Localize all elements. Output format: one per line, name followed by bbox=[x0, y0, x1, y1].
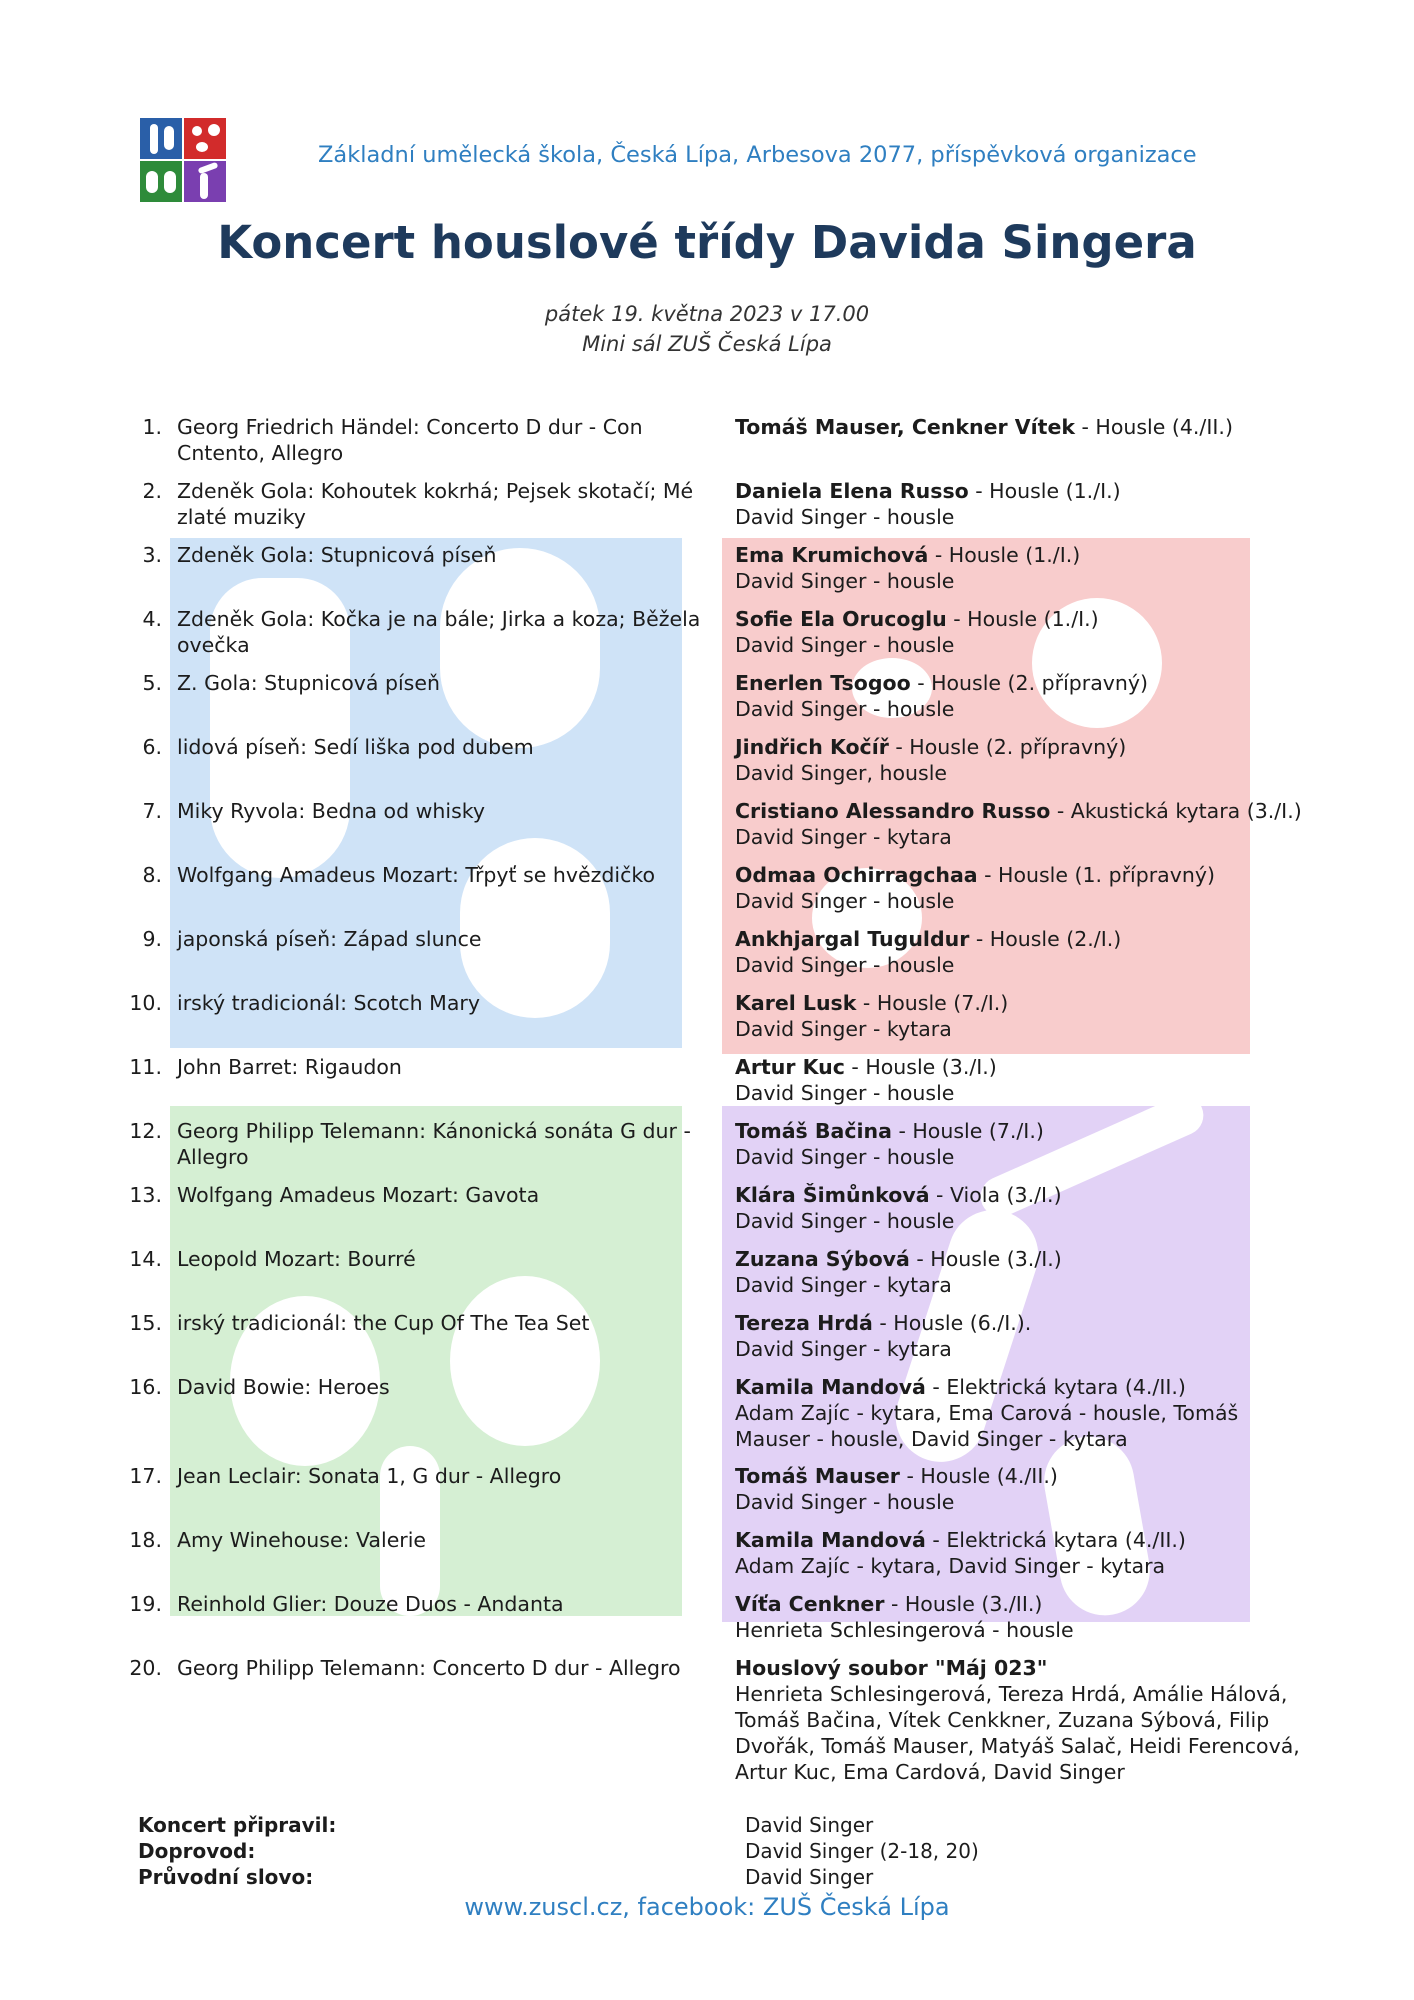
program-piece: Georg Philipp Telemann: Concerto D dur - Allegro bbox=[177, 1656, 681, 1680]
program-piece: John Barret: Rigaudon bbox=[177, 1055, 402, 1079]
performer-name: Jindřich Kočíř bbox=[735, 735, 889, 759]
program-piece: Georg Friedrich Händel: Concerto D dur - Con Cntento, Allegro bbox=[177, 415, 643, 465]
credit-value: David Singer bbox=[745, 1813, 874, 1837]
performer-line bbox=[735, 1054, 1305, 1080]
program-performers bbox=[735, 734, 1305, 786]
performer-name: Ankhjargal Tuguldur bbox=[735, 927, 970, 951]
page-title: Koncert houslové třídy Davida Singera bbox=[217, 216, 1197, 269]
program-number: 14. bbox=[129, 1247, 162, 1271]
performer-instrument: - Housle (3./II.) bbox=[884, 1592, 1043, 1616]
performer-line bbox=[735, 1182, 1305, 1208]
performer-name: Cristiano Alessandro Russo bbox=[735, 799, 1051, 823]
performer-name: Ema Krumichová bbox=[735, 543, 929, 567]
accompaniment: David Singer - kytara bbox=[735, 1017, 952, 1041]
performer-instrument: - Housle (1. přípravný) bbox=[977, 863, 1215, 887]
performer-instrument: - Housle (1./I.) bbox=[946, 607, 1099, 631]
performer-name: Karel Lusk bbox=[735, 991, 857, 1015]
performer-name: Enerlen Tsogoo bbox=[735, 671, 911, 695]
performer-line bbox=[735, 1591, 1305, 1617]
performer-line bbox=[735, 1463, 1305, 1489]
performer-instrument: - Elektrická kytara (4./II.) bbox=[925, 1528, 1186, 1552]
accompaniment: David Singer - housle bbox=[735, 1145, 955, 1169]
program-number: 6. bbox=[142, 735, 162, 759]
program-number: 20. bbox=[129, 1656, 162, 1680]
program-piece: irský tradicionál: the Cup Of The Tea Set bbox=[177, 1311, 590, 1335]
school-logo-icon bbox=[140, 118, 226, 202]
program-performers bbox=[735, 542, 1305, 594]
performer-line bbox=[735, 1246, 1305, 1272]
performer-name: Tomáš Mauser, Cenkner Vítek bbox=[735, 415, 1075, 439]
accompaniment: David Singer - housle bbox=[735, 1081, 955, 1105]
performer-name: Odmaa Ochirragchaa bbox=[735, 863, 978, 887]
program-piece: lidová píseň: Sedí liška pod dubem bbox=[177, 735, 534, 759]
program-performers bbox=[735, 1118, 1305, 1170]
program-number: 5. bbox=[142, 671, 162, 695]
program-number: 7. bbox=[142, 799, 162, 823]
program-piece: Miky Ryvola: Bedna od whisky bbox=[177, 799, 486, 823]
program-performers bbox=[735, 1246, 1305, 1298]
accompaniment: Adam Zajíc - kytara, David Singer - kytara bbox=[735, 1554, 1166, 1578]
accompaniment: Adam Zajíc - kytara, Ema Carová - housle, Tomáš Mauser - housle, David Singer - kytara bbox=[735, 1401, 1239, 1451]
performer-name: Tomáš Mauser bbox=[735, 1464, 900, 1488]
accompaniment: David Singer - housle bbox=[735, 569, 955, 593]
program-piece: Reinhold Glier: Douze Duos - Andanta bbox=[177, 1592, 564, 1616]
performer-instrument: - Housle (4./II.) bbox=[899, 1464, 1058, 1488]
program-performers bbox=[735, 1374, 1305, 1452]
program-performers bbox=[735, 478, 1305, 530]
performer-line bbox=[735, 1527, 1305, 1553]
program-number: 10. bbox=[129, 991, 162, 1015]
credit-value: David Singer bbox=[745, 1865, 874, 1889]
program-number: 2. bbox=[142, 479, 162, 503]
program-piece: David Bowie: Heroes bbox=[177, 1375, 390, 1399]
program-piece: Georg Philipp Telemann: Kánonická sonáta G dur - Allegro bbox=[177, 1119, 691, 1169]
program-performers bbox=[735, 1054, 1305, 1106]
performer-line bbox=[735, 990, 1305, 1016]
performer-instrument: - Housle (2./I.) bbox=[969, 927, 1122, 951]
concert-date: pátek 19. května 2023 v 17.00 bbox=[544, 302, 870, 326]
accompaniment: David Singer - kytara bbox=[735, 825, 952, 849]
program-number: 19. bbox=[129, 1592, 162, 1616]
performer-name: Kamila Mandová bbox=[735, 1375, 926, 1399]
program-performers bbox=[735, 990, 1305, 1042]
performer-line bbox=[735, 862, 1305, 888]
performer-instrument: - Housle (3./I.) bbox=[844, 1055, 997, 1079]
performer-line bbox=[735, 478, 1305, 504]
program-performers bbox=[735, 1182, 1305, 1234]
program-number: 18. bbox=[129, 1528, 162, 1552]
performer-instrument: - Viola (3./I.) bbox=[929, 1183, 1062, 1207]
performer-name: Artur Kuc bbox=[735, 1055, 845, 1079]
credit-label: Doprovod: bbox=[138, 1839, 256, 1863]
program-piece: irský tradicionál: Scotch Mary bbox=[177, 991, 480, 1015]
performer-line bbox=[735, 1118, 1305, 1144]
performer-instrument: - Akustická kytara (3./I.) bbox=[1050, 799, 1302, 823]
program-number: 11. bbox=[129, 1055, 162, 1079]
accompaniment: Henrieta Schlesingerová, Tereza Hrdá, Amálie Hálová, Tomáš Bačina, Vítek Cenkkner, Zuzana Sýbová, Filip Dvořák, Tomáš Mauser, Matyáš Salač, Heidi Ferencová, Artur Kuc, Ema Cardová, David Singer bbox=[735, 1682, 1300, 1784]
performer-name: Kamila Mandová bbox=[735, 1528, 926, 1552]
credit-value: David Singer (2-18, 20) bbox=[745, 1839, 979, 1863]
program-number: 1. bbox=[142, 415, 162, 439]
performer-instrument: - Housle (2. přípravný) bbox=[910, 671, 1149, 695]
program-performers bbox=[735, 1591, 1305, 1643]
performer-instrument: - Housle (2. přípravný) bbox=[888, 735, 1127, 759]
program-performers bbox=[735, 1655, 1305, 1785]
performer-name: Klára Šimůnková bbox=[735, 1183, 930, 1207]
program-piece: Leopold Mozart: Bourré bbox=[177, 1247, 416, 1271]
program-number: 15. bbox=[129, 1311, 162, 1335]
program-performers bbox=[735, 862, 1305, 914]
accompaniment: David Singer - housle bbox=[735, 1209, 955, 1233]
accompaniment: David Singer - housle bbox=[735, 1490, 955, 1514]
school-name: Základní umělecká škola, Česká Lípa, Arbesova 2077, příspěvková organizace bbox=[318, 142, 1197, 168]
performer-line bbox=[735, 542, 1305, 568]
accompaniment: David Singer - housle bbox=[735, 697, 955, 721]
program-number: 9. bbox=[142, 927, 162, 951]
accompaniment: David Singer - housle bbox=[735, 633, 955, 657]
performer-instrument: - Housle (4./II.) bbox=[1074, 415, 1233, 439]
performer-name: Víťa Cenkner bbox=[735, 1592, 885, 1616]
performer-line bbox=[735, 606, 1305, 632]
program-piece: Zdeněk Gola: Kohoutek kokrhá; Pejsek skotačí; Mé zlaté muziky bbox=[177, 479, 694, 529]
performer-instrument: - Housle (1./I.) bbox=[968, 479, 1121, 503]
performer-name: Houslový soubor "Máj 023" bbox=[735, 1656, 1048, 1680]
performer-name: Daniela Elena Russo bbox=[735, 479, 969, 503]
performer-name: Sofie Ela Orucoglu bbox=[735, 607, 947, 631]
accompaniment: David Singer - kytara bbox=[735, 1273, 952, 1297]
performer-line bbox=[735, 798, 1305, 824]
accompaniment: David Singer - kytara bbox=[735, 1337, 952, 1361]
performer-line bbox=[735, 734, 1305, 760]
performer-instrument: - Elektrická kytara (4./II.) bbox=[925, 1375, 1186, 1399]
program-piece: Z. Gola: Stupnicová píseň bbox=[177, 671, 440, 695]
program-performers bbox=[735, 414, 1305, 440]
performer-instrument: - Housle (1./I.) bbox=[928, 543, 1081, 567]
program-number: 16. bbox=[129, 1375, 162, 1399]
program-performers bbox=[735, 798, 1305, 850]
program-number: 13. bbox=[129, 1183, 162, 1207]
program-piece: Wolfgang Amadeus Mozart: Gavota bbox=[177, 1183, 540, 1207]
program-performers bbox=[735, 670, 1305, 722]
program-number: 8. bbox=[142, 863, 162, 887]
concert-venue: Mini sál ZUŠ Česká Lípa bbox=[582, 332, 832, 356]
program-number: 3. bbox=[142, 543, 162, 567]
performer-name: Tereza Hrdá bbox=[735, 1311, 873, 1335]
footer-link[interactable]: www.zuscl.cz, facebook: ZUŠ Česká Lípa bbox=[464, 1893, 950, 1921]
accompaniment: David Singer - housle bbox=[735, 505, 955, 529]
program-performers bbox=[735, 606, 1305, 658]
performer-name: Zuzana Sýbová bbox=[735, 1247, 910, 1271]
accompaniment: David Singer - housle bbox=[735, 953, 955, 977]
program-number: 12. bbox=[129, 1119, 162, 1143]
performer-instrument: - Housle (3./I.) bbox=[909, 1247, 1062, 1271]
credit-label: Průvodní slovo: bbox=[138, 1865, 314, 1889]
program-performers bbox=[735, 926, 1305, 978]
program-performers bbox=[735, 1527, 1305, 1579]
performer-line bbox=[735, 1655, 1305, 1681]
credit-label: Koncert připravil: bbox=[138, 1813, 337, 1837]
performer-line bbox=[735, 414, 1305, 440]
performer-instrument: - Housle (6./I.). bbox=[872, 1311, 1032, 1335]
program-piece: japonská píseň: Západ slunce bbox=[177, 927, 482, 951]
accompaniment: David Singer - housle bbox=[735, 889, 955, 913]
performer-instrument: - Housle (7./I.) bbox=[891, 1119, 1044, 1143]
program-piece: Wolfgang Amadeus Mozart: Třpyť se hvězdičko bbox=[177, 863, 656, 887]
performer-line bbox=[735, 670, 1305, 696]
performer-line bbox=[735, 1310, 1305, 1336]
program-piece: Zdeněk Gola: Stupnicová píseň bbox=[177, 543, 497, 567]
program-piece: Zdeněk Gola: Kočka je na bále; Jirka a koza; Běžela ovečka bbox=[177, 607, 701, 657]
program-piece: Jean Leclair: Sonata 1, G dur - Allegro bbox=[177, 1464, 562, 1488]
performer-line bbox=[735, 926, 1305, 952]
accompaniment: David Singer, housle bbox=[735, 761, 948, 785]
performer-name: Tomáš Bačina bbox=[735, 1119, 892, 1143]
accompaniment: Henrieta Schlesingerová - housle bbox=[735, 1618, 1074, 1642]
program-piece: Amy Winehouse: Valerie bbox=[177, 1528, 427, 1552]
program-performers bbox=[735, 1463, 1305, 1515]
program-performers bbox=[735, 1310, 1305, 1362]
performer-instrument: - Housle (7./I.) bbox=[856, 991, 1009, 1015]
program-number: 4. bbox=[142, 607, 162, 631]
performer-line bbox=[735, 1374, 1305, 1400]
program-number: 17. bbox=[129, 1464, 162, 1488]
